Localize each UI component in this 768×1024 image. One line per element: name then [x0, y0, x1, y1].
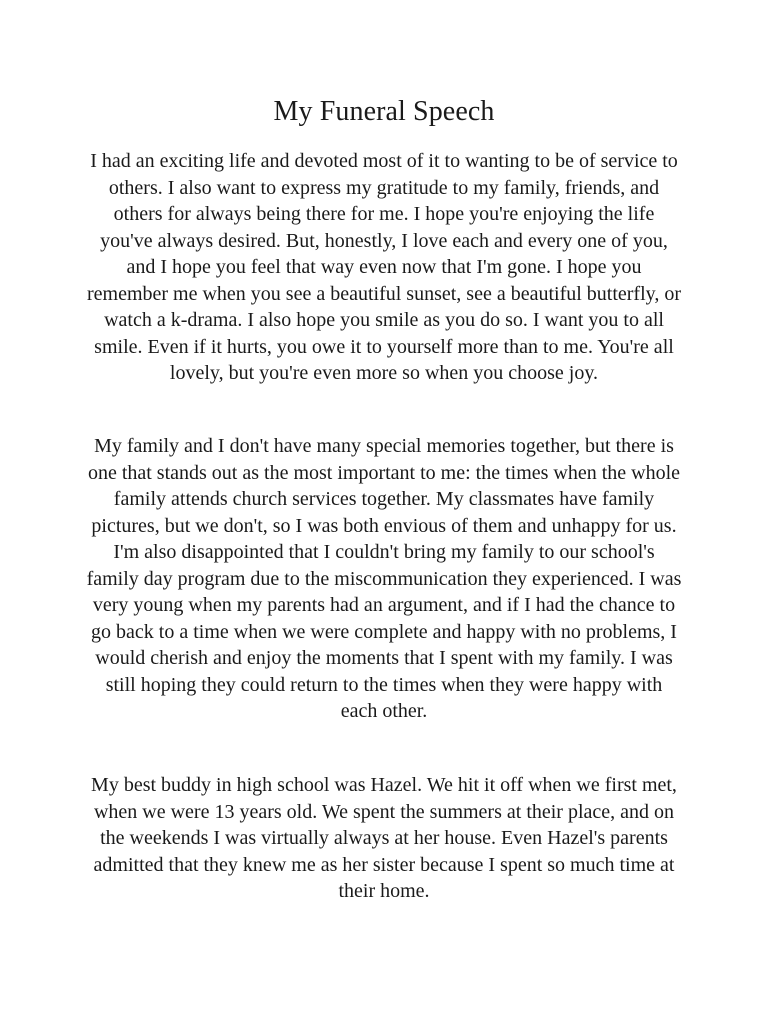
- paragraph-2: My family and I don't have many special memories together, but there is one that stands out as the most important to me: the times when the whole family attends church services together. My classmates have family pictures, but we don't, so I was both envious of them and unhappy for us. I'm also disappointed that I couldn't bring my family to our school's family day program due to the miscommunication they experienced. I was very young when my parents had an argument, and if I had the chance to go back to a time when we were complete and happy with no problems, I would cherish and enjoy the moments that I spent with my family. I was still hoping they could return to the times when they were happy with each other.: [86, 435, 682, 722]
- paragraph-1: I had an exciting life and devoted most of it to wanting to be of service to others. I also want to express my gratitude to my family, friends, and others for always being there for me. I hope you're enjoying the life you've always desired. But, honestly, I love each and every one of you, and I hope you feel that way even now that I'm gone. I hope you remember me when you see a beautiful sunset, see a beautiful butterfly, or watch a k-drama. I also hope you smile as you do so. I want you to all smile. Even if it hurts, you owe it to yourself more than to me. You're all lovely, but you're even more so when you choose joy.: [86, 150, 682, 384]
- document-title: My Funeral Speech: [273, 96, 495, 127]
- paragraph-3: My best buddy in high school was Hazel. We hit it off when we first met, when we were 13 years old. We spent the summers at their place, and on the weekends I was virtually always at her house. Even Hazel's parents admitted that they knew me as her sister because I spent so much time at their home.: [91, 774, 677, 902]
